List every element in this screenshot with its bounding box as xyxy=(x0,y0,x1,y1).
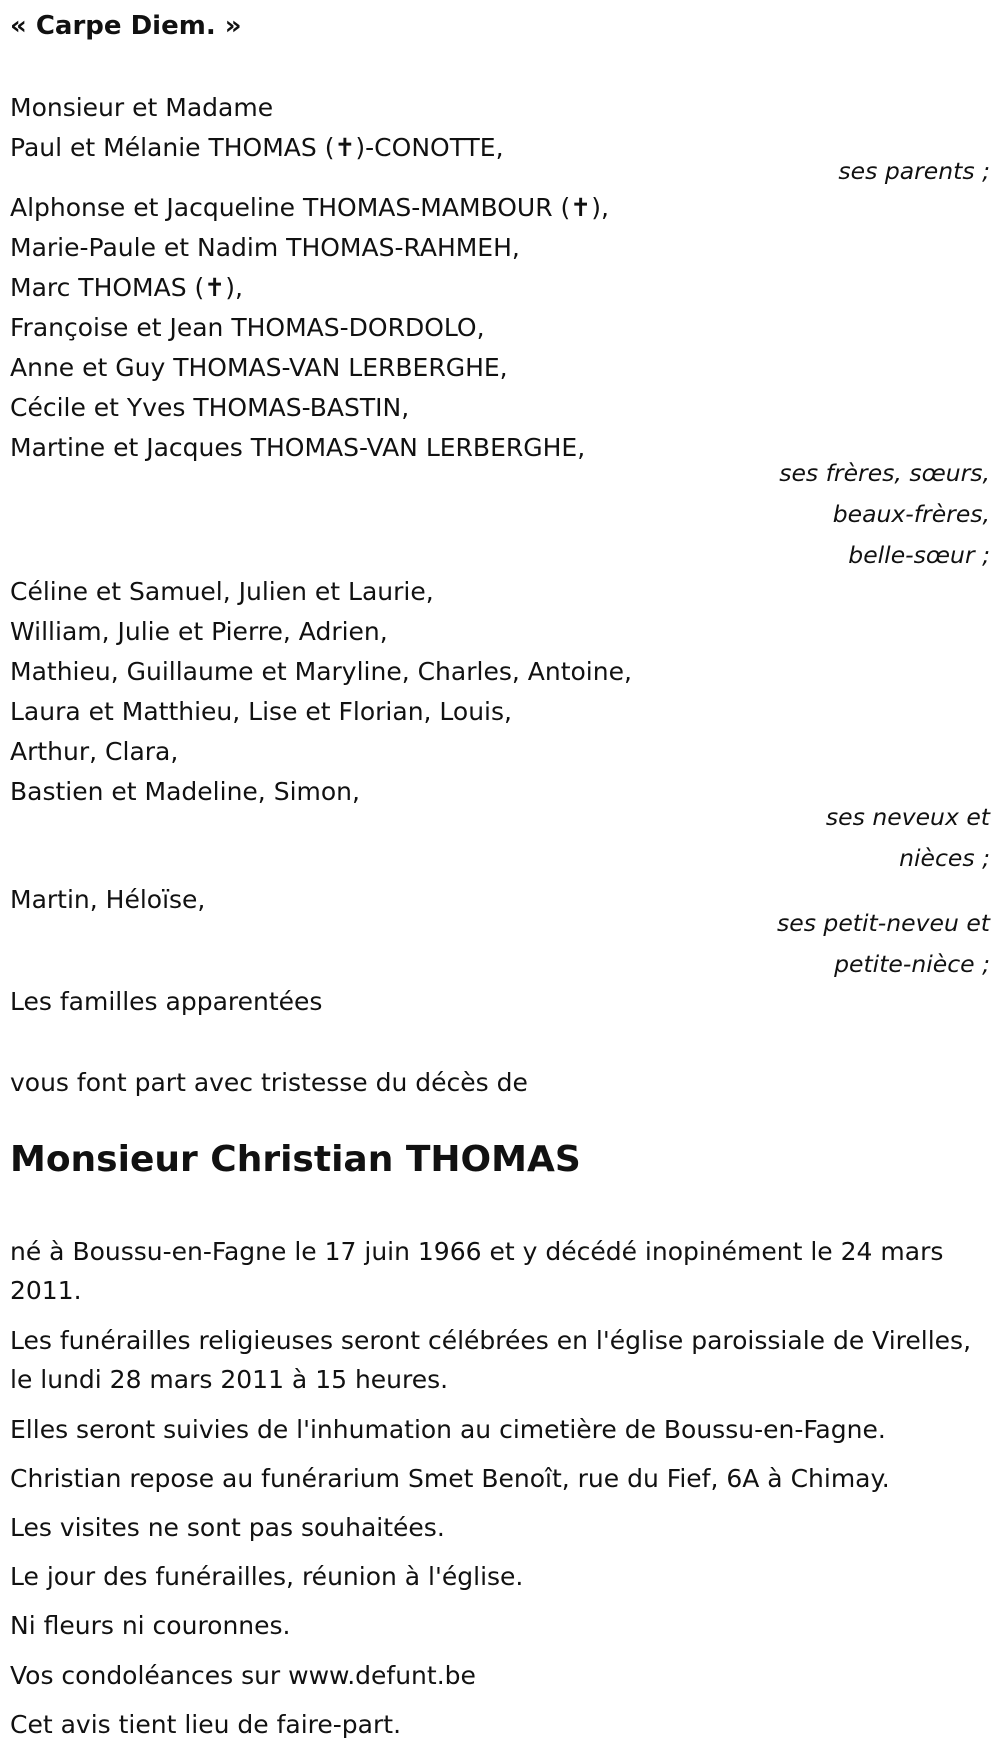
nephews-group xyxy=(10,572,990,872)
nephew-line: Laura et Matthieu, Lise et Florian, Louis, xyxy=(10,697,512,726)
relation-siblings-1: ses frères, sœurs, xyxy=(779,459,990,487)
nephew-line: Mathieu, Guillaume et Maryline, Charles, Antoine, xyxy=(10,657,632,686)
sibling-line: Martine et Jacques THOMAS-VAN LERBERGHE, xyxy=(10,433,586,462)
families-group xyxy=(10,982,990,1022)
flowers-paragraph: Ni fleurs ni couronnes. xyxy=(10,1611,291,1640)
sibling-line: Alphonse et Jacqueline THOMAS-MAMBOUR (✝), xyxy=(10,193,609,222)
relation-nephews-1: ses neveux et xyxy=(825,803,990,831)
funerarium-paragraph: Christian repose au funérarium Smet Benoît, rue du Fief, 6A à Chimay. xyxy=(10,1464,890,1493)
nephew-line: Arthur, Clara, xyxy=(10,737,179,766)
funeral-paragraph: Les funérailles religieuses seront célébrées en l'église paroissiale de Virelles, le lundi 28 mars 2011 à 15 heures. xyxy=(10,1326,972,1394)
families-line: Les familles apparentées xyxy=(10,987,323,1016)
motto: « Carpe Diem. » xyxy=(10,11,242,41)
visits-paragraph: Les visites ne sont pas souhaitées. xyxy=(10,1513,445,1542)
meeting-paragraph: Le jour des funérailles, réunion à l'église. xyxy=(10,1562,524,1591)
sibling-line: Françoise et Jean THOMAS-DORDOLO, xyxy=(10,313,485,342)
relation-siblings-3: belle-sœur ; xyxy=(848,541,990,569)
parents-group xyxy=(10,88,990,185)
parents-line: Paul et Mélanie THOMAS (✝)-CONOTTE, xyxy=(10,133,504,162)
sibling-line: Anne et Guy THOMAS-VAN LERBERGHE, xyxy=(10,353,508,382)
burial-paragraph: Elles seront suivies de l'inhumation au cimetière de Boussu-en-Fagne. xyxy=(10,1415,886,1444)
relation-nephews-2: nièces ; xyxy=(899,844,990,872)
sibling-line: Marc THOMAS (✝), xyxy=(10,273,243,302)
birth-death-paragraph: né à Boussu-en-Fagne le 17 juin 1966 et y décédé inopinément le 24 mars 2011. xyxy=(10,1237,944,1305)
announcement-line: vous font part avec tristesse du décès de xyxy=(10,1068,528,1097)
grandnephews-group xyxy=(10,880,990,978)
nephew-line: Céline et Samuel, Julien et Laurie, xyxy=(10,577,434,606)
deceased-name: Monsieur Christian THOMAS xyxy=(10,1139,581,1180)
relation-parents: ses parents ; xyxy=(838,157,990,185)
nephew-line: Bastien et Madeline, Simon, xyxy=(10,777,360,806)
notice-paragraph: Cet avis tient lieu de faire-part. xyxy=(10,1710,402,1739)
sibling-line: Cécile et Yves THOMAS-BASTIN, xyxy=(10,393,410,422)
grandnephew-line: Martin, Héloïse, xyxy=(10,885,206,914)
sibling-line: Marie-Paule et Nadim THOMAS-RAHMEH, xyxy=(10,233,520,262)
parents-line: Monsieur et Madame xyxy=(10,93,274,122)
nephew-line: William, Julie et Pierre, Adrien, xyxy=(10,617,388,646)
condolences-paragraph: Vos condoléances sur www.defunt.be xyxy=(10,1661,476,1690)
relation-grandnephews-1: ses petit-neveu et xyxy=(777,909,990,937)
relation-grandnephews-2: petite-nièce ; xyxy=(834,950,990,978)
announcement-group xyxy=(10,1063,990,1103)
relation-siblings-2: beaux-frères, xyxy=(832,500,990,528)
siblings-group xyxy=(10,188,990,569)
